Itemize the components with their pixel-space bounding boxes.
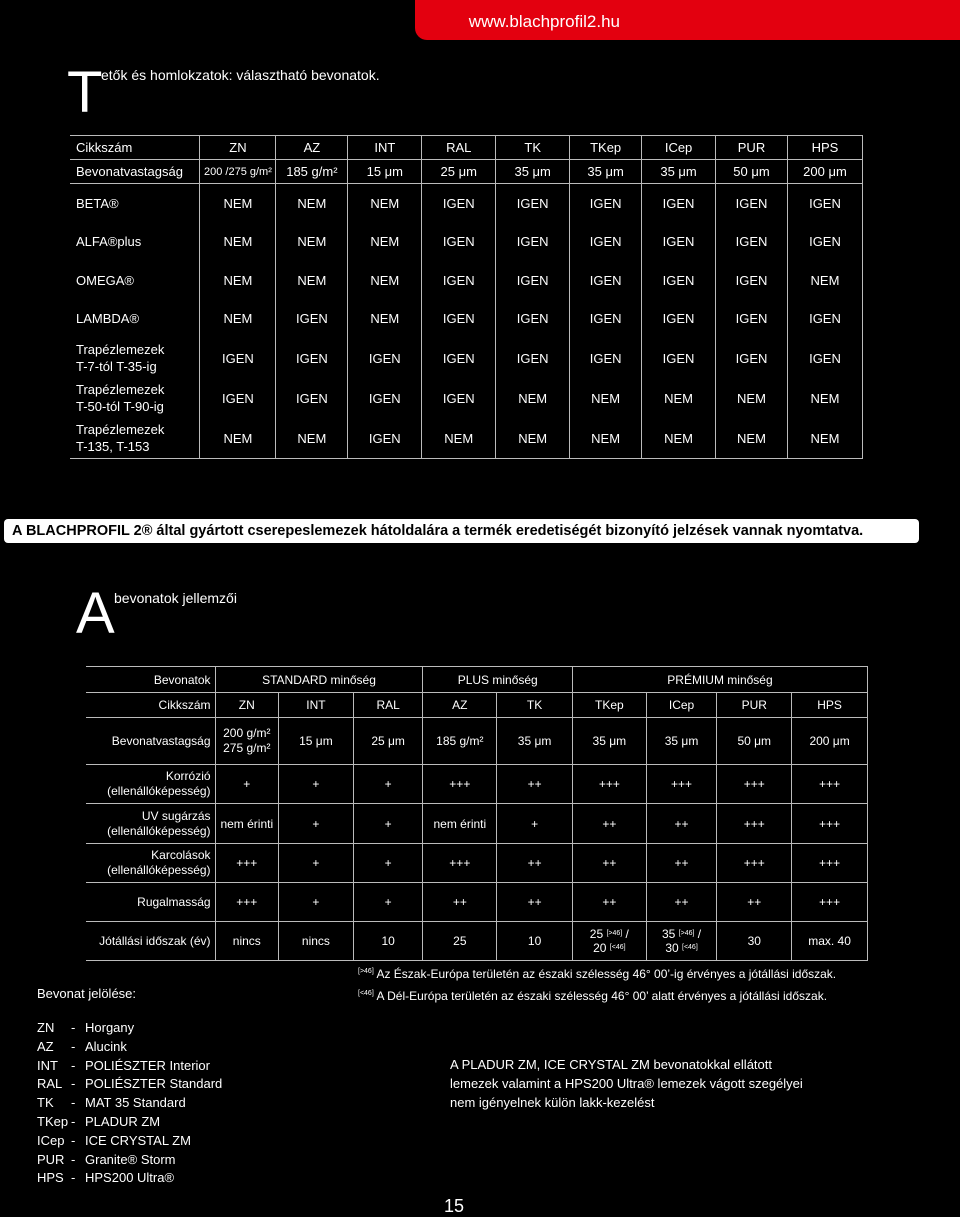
table-cell: NEM xyxy=(787,418,862,459)
thickness-cell: 35 μm xyxy=(646,718,717,765)
table-cell: IGEN xyxy=(570,184,642,223)
legend-dash: - xyxy=(71,1076,76,1092)
legend-item xyxy=(37,1038,222,1057)
table-cell: +++ xyxy=(792,844,868,883)
cikkszam-label: Cikkszám xyxy=(70,136,200,160)
page-number: 15 xyxy=(444,1196,465,1216)
coating-legend xyxy=(37,1019,222,1188)
table-cell: IGEN xyxy=(787,338,862,378)
cikkszam-label: Cikkszám xyxy=(86,693,215,718)
table-cell: ++ xyxy=(646,883,717,922)
table-cell: IGEN xyxy=(496,300,570,339)
table-cell: IGEN xyxy=(716,338,788,378)
column-header-hps: HPS xyxy=(792,693,868,718)
column-header-ral: RAL xyxy=(422,136,496,160)
table-cell: NEM xyxy=(276,184,348,223)
coatings-label: Bevonatok xyxy=(86,667,215,693)
footnote-south: [<46] A Dél-Európa területén az északi szélesség 46° 00’ alatt érvényes a jótállási időszak. xyxy=(358,989,828,1003)
legend-dash: - xyxy=(71,1095,76,1111)
table-cell: NEM xyxy=(570,378,642,418)
legend-name: HPS200 Ultra® xyxy=(85,1170,175,1186)
legend-item xyxy=(37,1113,222,1132)
row-label: Karcolások (ellenállóképesség) xyxy=(86,844,215,883)
table-cell: NEM xyxy=(716,378,788,418)
table-cell: IGEN xyxy=(348,338,422,378)
row-label: ALFA®plus xyxy=(70,223,200,262)
table-cell: IGEN xyxy=(642,300,716,339)
table-cell: +++ xyxy=(792,804,868,844)
table-cell: + xyxy=(279,765,354,804)
table-cell: NEM xyxy=(200,300,276,339)
table-cell: IGEN xyxy=(570,261,642,300)
row-label: Korrózió (ellenállóképesség) xyxy=(86,765,215,804)
table-cell: IGEN xyxy=(787,300,862,339)
zn-thickness-2: 275 g/m² xyxy=(223,741,271,755)
table-cell: ++ xyxy=(646,804,717,844)
table-cell: IGEN xyxy=(570,300,642,339)
row-label: Trapézlemezek T-50-tól T-90-ig xyxy=(70,378,200,418)
table-cell: IGEN xyxy=(642,184,716,223)
table-cell: nincs xyxy=(215,922,279,961)
thickness-cell: 15 μm xyxy=(279,718,354,765)
row-label: OMEGA® xyxy=(70,261,200,300)
table-cell: NEM xyxy=(787,261,862,300)
warranty-pur: 30 xyxy=(717,922,792,961)
thickness-cell: 35 μm xyxy=(572,718,646,765)
table-row xyxy=(70,338,863,378)
legend-item xyxy=(37,1169,222,1188)
table-cell: ++ xyxy=(572,844,646,883)
column-header-icep: ICep xyxy=(646,693,717,718)
table-row xyxy=(70,184,863,223)
column-header-pur: PUR xyxy=(716,136,788,160)
table-cell: +++ xyxy=(792,765,868,804)
table-cell: NEM xyxy=(422,418,496,459)
column-header-icep: ICep xyxy=(642,136,716,160)
table-cell: nincs xyxy=(279,922,354,961)
table-cell: +++ xyxy=(215,883,279,922)
table-cell: + xyxy=(353,804,423,844)
row-label: Trapézlemezek T-135, T-153 xyxy=(70,418,200,459)
thickness-cell: 185 g/m² xyxy=(423,718,497,765)
coating-properties-table xyxy=(86,666,868,961)
table-cell: IGEN xyxy=(642,223,716,262)
thickness-cell: 50 μm xyxy=(717,718,792,765)
column-header-pur: PUR xyxy=(717,693,792,718)
table-row xyxy=(70,261,863,300)
footnotes xyxy=(358,962,836,1006)
thickness-cell: 200 μm xyxy=(787,160,862,184)
table-cell: IGEN xyxy=(716,223,788,262)
legend-code: HPS xyxy=(37,1170,64,1186)
table-cell: NEM xyxy=(496,378,570,418)
table-cell: NEM xyxy=(200,223,276,262)
table-cell: NEM xyxy=(348,261,422,300)
row-label: LAMBDA® xyxy=(70,300,200,339)
table-row xyxy=(70,418,863,459)
table-cell: +++ xyxy=(717,804,792,844)
warranty-icep: 35 [>46] / 30 [<46] xyxy=(646,922,717,961)
legend-dash: - xyxy=(71,1113,76,1129)
legend-name: POLIÉSZTER Interior xyxy=(85,1057,210,1073)
table-cell: +++ xyxy=(423,844,497,883)
table-cell: ++ xyxy=(572,883,646,922)
table-cell: NEM xyxy=(200,261,276,300)
legend-item xyxy=(37,1094,222,1113)
table-cell: + xyxy=(353,765,423,804)
legend-dash: - xyxy=(71,1038,76,1054)
column-header-tkep: TKep xyxy=(570,136,642,160)
column-header-tkep: TKep xyxy=(572,693,646,718)
table-cell: + xyxy=(279,804,354,844)
warranty-label: Jótállási időszak (év) xyxy=(86,922,215,961)
legend-code: AZ xyxy=(37,1038,54,1054)
header-bar xyxy=(415,0,960,40)
flex-label: Rugalmasság xyxy=(86,883,215,922)
table-cell: IGEN xyxy=(422,378,496,418)
legend-item xyxy=(37,1132,222,1151)
table-cell: ++ xyxy=(497,883,573,922)
table-cell: IGEN xyxy=(716,261,788,300)
table-cell: IGEN xyxy=(716,300,788,339)
table-cell: IGEN xyxy=(348,418,422,459)
table-cell: IGEN xyxy=(496,338,570,378)
table-cell: IGEN xyxy=(642,261,716,300)
table-cell: ++ xyxy=(646,844,717,883)
thickness-cell: 25 μm xyxy=(353,718,423,765)
table-cell: nem érinti xyxy=(215,804,279,844)
table-cell: IGEN xyxy=(787,223,862,262)
legend-name: Alucink xyxy=(85,1038,127,1054)
table-cell: IGEN xyxy=(276,300,348,339)
table-row xyxy=(70,378,863,418)
table-cell: nem érinti xyxy=(423,804,497,844)
thickness-cell: 15 μm xyxy=(348,160,422,184)
table-cell: NEM xyxy=(570,418,642,459)
authenticity-notice: A BLACHPROFIL 2® által gyártott cserepeslemezek hátoldalára a termék eredetiségét bizonyító jelzések vannak nyomtatva. xyxy=(4,519,919,543)
legend-code: TKep xyxy=(37,1113,69,1129)
table-cell: NEM xyxy=(276,223,348,262)
table-cell: IGEN xyxy=(200,338,276,378)
section2-initial: A xyxy=(76,581,115,646)
legend-code: ZN xyxy=(37,1020,55,1035)
legend-name: Horgany xyxy=(85,1020,135,1035)
table-cell: IGEN xyxy=(570,223,642,262)
thickness-label: Bevonatvastagság xyxy=(70,160,200,184)
legend-name: PLADUR ZM xyxy=(85,1113,161,1129)
coating-compatibility-table xyxy=(70,135,863,459)
table-cell: +++ xyxy=(646,765,717,804)
legend-code: PUR xyxy=(37,1151,65,1167)
table-cell: +++ xyxy=(717,765,792,804)
table-cell: IGEN xyxy=(787,184,862,223)
table-cell: NEM xyxy=(276,261,348,300)
group-plus: PLUS minőség xyxy=(423,667,573,693)
thickness-cell: 35 μm xyxy=(570,160,642,184)
legend-item xyxy=(37,1151,222,1170)
table-cell: IGEN xyxy=(422,184,496,223)
legend-code: INT xyxy=(37,1057,58,1073)
table-cell: IGEN xyxy=(200,378,276,418)
table-cell: IGEN xyxy=(348,378,422,418)
table-cell: IGEN xyxy=(570,338,642,378)
table-cell: IGEN xyxy=(496,261,570,300)
table-cell: IGEN xyxy=(276,378,348,418)
table-cell: ++ xyxy=(497,765,573,804)
section1-initial: T xyxy=(67,60,103,125)
section2-title: bevonatok jellemzői xyxy=(114,590,237,606)
thickness-cell: 35 μm xyxy=(642,160,716,184)
table-cell: + xyxy=(353,844,423,883)
warranty-hps: max. 40 xyxy=(792,922,868,961)
table-cell: +++ xyxy=(792,883,868,922)
table-cell: IGEN xyxy=(422,261,496,300)
zn-thickness-cell xyxy=(215,718,279,765)
legend-item xyxy=(37,1075,222,1094)
legend-title: Bevonat jelölése: xyxy=(37,986,137,1001)
footnote-north: [>46] Az Észak-Európa területén az északi szélesség 46° 00’-ig érvényes a jótállási időszak. xyxy=(358,967,837,981)
column-header-az: AZ xyxy=(276,136,348,160)
column-header-int: INT xyxy=(279,693,354,718)
group-standard: STANDARD minőség xyxy=(215,667,423,693)
table-cell: 10 xyxy=(497,922,573,961)
table-cell: + xyxy=(353,883,423,922)
row-label: UV sugárzás (ellenállóképesség) xyxy=(86,804,215,844)
row-label: BETA® xyxy=(70,184,200,223)
table-cell: NEM xyxy=(348,184,422,223)
table-row xyxy=(70,300,863,339)
table-cell: +++ xyxy=(717,844,792,883)
table-cell: NEM xyxy=(348,300,422,339)
legend-code: ICep xyxy=(37,1132,65,1148)
table-cell: +++ xyxy=(215,844,279,883)
table-cell: NEM xyxy=(642,418,716,459)
table-cell: ++ xyxy=(572,804,646,844)
table-cell: NEM xyxy=(348,223,422,262)
table-cell: ++ xyxy=(717,883,792,922)
legend-dash: - xyxy=(71,1132,76,1148)
table-cell: + xyxy=(279,883,354,922)
thickness-cell: 35 μm xyxy=(496,160,570,184)
table-cell: NEM xyxy=(787,378,862,418)
website-link[interactable]: www.blachprofil2.hu xyxy=(468,12,620,31)
table-cell: IGEN xyxy=(422,223,496,262)
thickness-cell: 200 μm xyxy=(792,718,868,765)
legend-name: Granite® Storm xyxy=(85,1151,176,1167)
table-cell: 10 xyxy=(353,922,423,961)
thickness-label: Bevonatvastagság xyxy=(86,718,215,765)
table-cell: +++ xyxy=(423,765,497,804)
legend-name: MAT 35 Standard xyxy=(85,1095,186,1111)
legend-dash: - xyxy=(71,1020,76,1035)
table-cell: IGEN xyxy=(276,338,348,378)
section1-title: etők és homlokzatok: választható bevonatok. xyxy=(101,67,380,83)
group-premium: PRÉMIUM minőség xyxy=(572,667,867,693)
table-cell: ++ xyxy=(497,844,573,883)
table-cell: NEM xyxy=(200,184,276,223)
column-header-tk: TK xyxy=(497,693,573,718)
legend-code: RAL xyxy=(37,1076,63,1092)
legend-name: ICE CRYSTAL ZM xyxy=(85,1132,191,1148)
table-cell: + xyxy=(279,844,354,883)
column-header-tk: TK xyxy=(496,136,570,160)
table-cell: NEM xyxy=(200,418,276,459)
legend-item xyxy=(37,1019,222,1038)
table-cell: IGEN xyxy=(716,184,788,223)
column-header-hps: HPS xyxy=(787,136,862,160)
table-cell: NEM xyxy=(642,378,716,418)
thickness-cell: 50 μm xyxy=(716,160,788,184)
legend-code: TK xyxy=(37,1095,54,1111)
table-cell: IGEN xyxy=(496,184,570,223)
legend-name: POLIÉSZTER Standard xyxy=(85,1076,223,1092)
legend-dash: - xyxy=(71,1057,76,1073)
side-note: A PLADUR ZM, ICE CRYSTAL ZM bevonatokkal ellátott lemezek valamint a HPS200 Ultra® lemezek vágott szegélyei nem igényelnek külön lakk-kezelést xyxy=(450,1057,803,1110)
legend-dash: - xyxy=(71,1151,76,1167)
column-header-ral: RAL xyxy=(353,693,423,718)
thickness-cell: 35 μm xyxy=(497,718,573,765)
table-row xyxy=(70,223,863,262)
table-cell: IGEN xyxy=(422,338,496,378)
table-cell: IGEN xyxy=(496,223,570,262)
column-header-zn: ZN xyxy=(200,136,276,160)
legend-item xyxy=(37,1057,222,1076)
table-cell: ++ xyxy=(423,883,497,922)
zn-thickness-1: 200 g/m² xyxy=(223,726,271,740)
table-cell: + xyxy=(497,804,573,844)
table-cell: + xyxy=(215,765,279,804)
table-cell: 25 xyxy=(423,922,497,961)
table-cell: NEM xyxy=(496,418,570,459)
warranty-tkep: 25 [>46] / 20 [<46] xyxy=(572,922,646,961)
column-header-zn: ZN xyxy=(215,693,279,718)
table-cell: IGEN xyxy=(422,300,496,339)
column-header-int: INT xyxy=(348,136,422,160)
table-cell: +++ xyxy=(572,765,646,804)
table-cell: IGEN xyxy=(642,338,716,378)
thickness-cell: 185 g/m² xyxy=(276,160,348,184)
table-cell: NEM xyxy=(276,418,348,459)
thickness-cell: 25 μm xyxy=(422,160,496,184)
thickness-cell: 200 /275 g/m² xyxy=(200,160,276,184)
legend-dash: - xyxy=(71,1170,76,1186)
row-label: Trapézlemezek T-7-tól T-35-ig xyxy=(70,338,200,378)
column-header-az: AZ xyxy=(423,693,497,718)
table-cell: NEM xyxy=(716,418,788,459)
